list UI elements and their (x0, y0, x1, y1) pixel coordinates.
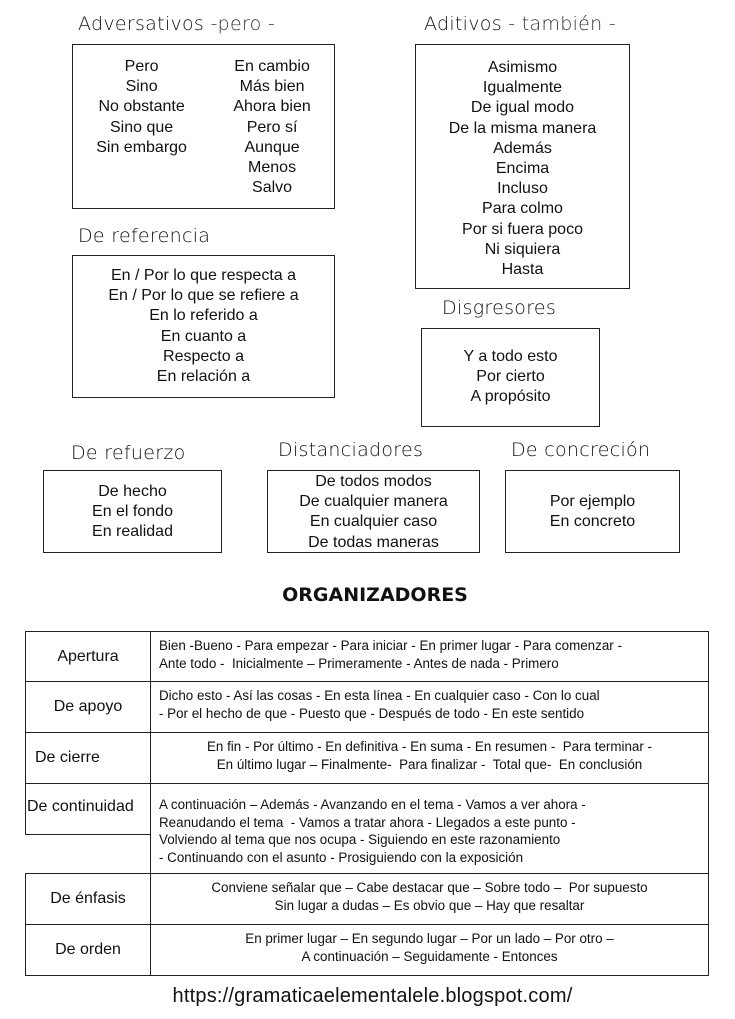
list-item: Para colmo (482, 200, 563, 218)
connector-line: Ante todo - Inicialmente – Primeramente - Antes de nada - Primero (159, 655, 559, 671)
row-connectors (150, 631, 709, 682)
list-item: En cambio (234, 58, 310, 75)
row-connectors (150, 924, 709, 976)
row-connectors (150, 681, 709, 733)
adversativos-title (78, 13, 275, 35)
disgresores-title: Disgresores (442, 297, 557, 319)
title-text: Adversativos (78, 13, 205, 35)
row-connectors (150, 873, 709, 925)
list-item: De la misma manera (448, 119, 597, 137)
connector-line: Bien -Bueno - Para empezar - Para iniciar - En primer lugar - Para comenzar - (159, 638, 622, 653)
connector-line: A continuación – Seguidamente - Entonces (301, 948, 558, 964)
connector-line: Conviene señalar que – Cabe destacar que – Sobre todo – Por supuesto (211, 880, 648, 895)
adversativos-col2 (233, 57, 310, 198)
list-item: Ahora bien (233, 98, 311, 116)
list-item: Sino que (109, 118, 174, 136)
concrecion-title: De concreción (511, 439, 651, 461)
referencia-title: De referencia (78, 225, 211, 247)
title-text: Aditivos (424, 13, 502, 35)
list-item: Además (493, 139, 552, 157)
distanciadores-title: Distanciadores (278, 439, 424, 461)
row-label: De énfasis (25, 873, 151, 925)
aditivos-title (424, 13, 616, 35)
connector-line: Dicho esto - Así las cosas - En esta línea - En cualquier caso - Con lo cual (159, 688, 600, 703)
list-item: Por si fuera poco (462, 220, 583, 238)
list-item: En realidad (92, 523, 173, 541)
disgresores-box (421, 328, 600, 427)
list-item: Incluso (497, 180, 548, 198)
title-subtitle: - también - (508, 13, 617, 35)
list-item: En / Por lo que respecta a (111, 267, 296, 284)
list-item: Respecto a (163, 347, 244, 365)
connector-line: - Por el hecho de que - Puesto que - Después de todo - En este sentido (159, 705, 585, 721)
connector-line: En último lugar – Finalmente- Para finalizar - Total que- En conclusión (216, 756, 643, 772)
list-item: Por ejemplo (549, 493, 636, 510)
distanciadores-box (267, 470, 480, 553)
list-item: De todas maneras (308, 533, 439, 551)
referencia-box (72, 255, 335, 398)
list-item: En relación a (156, 368, 251, 386)
list-item: En lo referido a (149, 307, 258, 325)
title-subtitle: -pero - (210, 13, 276, 35)
adversativos-col1 (96, 57, 187, 198)
list-item: Pero sí (246, 118, 298, 136)
list-item: A propósito (470, 388, 551, 406)
list-item: No obstante (98, 98, 185, 116)
row-label: De orden (25, 924, 151, 976)
list-item: De cualquier manera (299, 493, 448, 511)
connector-line: Sin lugar a dudas – Es obvio que – Hay que resaltar (274, 897, 585, 913)
list-item: Asimismo (487, 59, 558, 76)
list-item: Ni siquiera (484, 240, 561, 258)
list-item: Salvo (252, 179, 293, 197)
list-item: En cuanto a (160, 327, 247, 345)
refuerzo-title: De refuerzo (71, 442, 186, 464)
list-item: En / Por lo que se refiere a (108, 287, 299, 305)
footer-url[interactable]: https://gramaticaelementalele.blogspot.com/ (172, 985, 573, 1007)
list-item: En concreto (549, 513, 636, 531)
list-item: Sin embargo (96, 138, 187, 156)
list-item: Pero (124, 58, 159, 75)
organizadores-heading: ORGANIZADORES (282, 584, 468, 606)
list-item: De igual modo (470, 99, 575, 117)
list-item: Por cierto (476, 368, 545, 386)
list-item: Igualmente (482, 79, 563, 97)
list-item: En cualquier caso (309, 513, 438, 531)
list-item: Más bien (239, 78, 305, 96)
list-item: Encima (495, 160, 550, 178)
row-label: De cierre (25, 732, 151, 784)
connector-line: En fin - Por último - En definitiva - En suma - En resumen - Para terminar - (206, 739, 653, 754)
list-item: De hecho (98, 483, 167, 500)
list-item: Menos (248, 159, 297, 177)
list-item: Aunque (244, 138, 300, 156)
connector-line: En primer lugar – En segundo lugar – Por un lado – Por otro – (245, 931, 614, 946)
list-item: De todos modos (315, 473, 432, 490)
row-label: De continuidad (25, 783, 151, 835)
list-item: Hasta (501, 261, 544, 279)
connector-line: A continuación – Además - Avanzando en el tema - Vamos a ver ahora - (159, 797, 586, 812)
concrecion-box (505, 470, 680, 553)
adversativos-box (72, 44, 335, 209)
row-connectors (150, 732, 709, 784)
list-item: Sino (125, 78, 158, 96)
connector-line: Reanudando el tema - Vamos a tratar ahora - Llegados a este punto - (159, 814, 576, 830)
connector-line: - Continuando con el asunto - Prosiguiendo con la exposición (159, 849, 524, 865)
connector-line: Volviendo al tema que nos ocupa - Siguiendo en este razonamiento (159, 832, 561, 847)
list-item: En el fondo (92, 503, 173, 521)
aditivos-box (415, 44, 630, 289)
row-connectors (150, 783, 709, 874)
row-label: Apertura (25, 631, 151, 682)
row-label: De apoyo (25, 681, 151, 733)
refuerzo-box (43, 470, 222, 553)
list-item: Y a todo esto (463, 348, 558, 365)
